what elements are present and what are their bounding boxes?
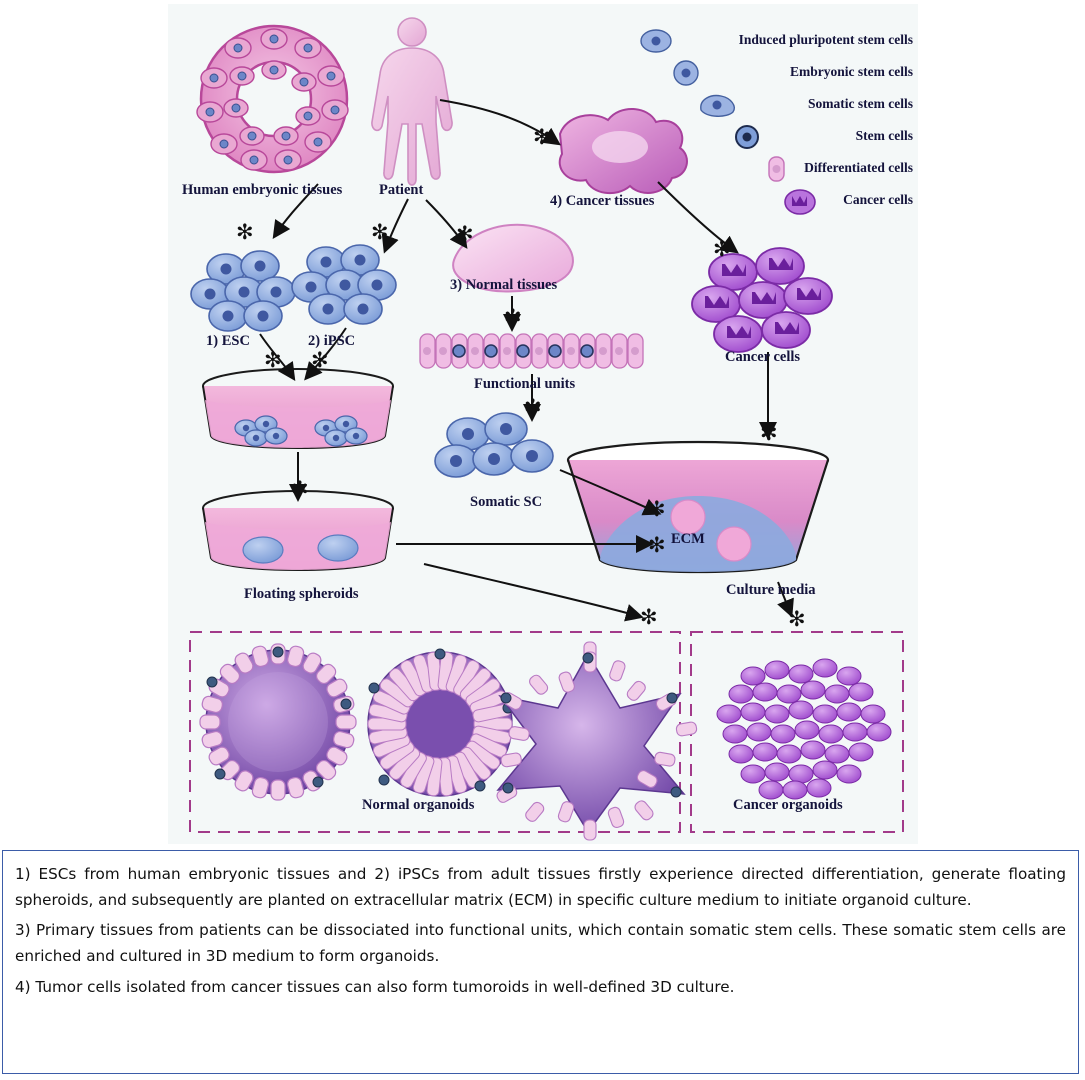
embryonic-stem-cells-icon — [671, 60, 705, 86]
label-cancer-cells: Cancer cells — [725, 349, 801, 365]
stem-cells-icon — [733, 124, 763, 150]
legend-item-ipsc — [623, 26, 913, 58]
differentiated-cells-icon — [763, 154, 789, 184]
legend-item-esc — [623, 58, 913, 90]
caption-paragraph-1: 1) ESCs from human embryonic tissues and 2) iPSCs from adult tissues firstly experience directed differentiation, generate floating spheroids, and subsequently are planted on extracellular matrix (ECM) in specific culture medium to initiate organoid culture. — [15, 865, 1066, 910]
legend-label: Stem cells — [855, 128, 913, 143]
svg-text:✻: ✻ — [648, 497, 666, 521]
esc-cell-cluster — [191, 251, 295, 331]
label-functional-units: Functional units — [474, 376, 576, 392]
legend-label: Cancer cells — [843, 192, 913, 207]
cancer-cells-cluster — [692, 248, 832, 352]
svg-text:✻: ✻ — [264, 348, 282, 372]
legend — [623, 26, 913, 218]
label-cancer-organoids: Cancer organoids — [733, 797, 843, 813]
patient-figure — [372, 18, 452, 185]
svg-text:✻: ✻ — [311, 348, 329, 372]
svg-text:✻: ✻ — [713, 237, 731, 261]
svg-text:✻: ✻ — [291, 477, 309, 501]
svg-text:✻: ✻ — [504, 305, 522, 329]
legend-item-cancer-cells — [623, 186, 913, 218]
svg-text:✻: ✻ — [371, 220, 389, 244]
legend-label: Induced pluripotent stem cells — [738, 32, 913, 47]
label-culture-media: Culture media — [726, 582, 816, 598]
svg-text:✻: ✻ — [524, 395, 542, 419]
organoid-budding-star — [495, 642, 697, 840]
human-embryonic-tissue-ring — [197, 26, 348, 172]
svg-text:✻: ✻ — [533, 125, 551, 149]
somatic-stem-cells-icon — [697, 92, 741, 118]
caption-paragraph-2: 3) Primary tissues from patients can be dissociated into functional units, which contain somatic stem cells. These somatic stem cells are enriched and cultured in 3D medium to form organoids. — [15, 921, 1066, 966]
legend-label: Differentiated cells — [804, 160, 913, 175]
cancer-cells-icon — [783, 188, 817, 216]
induced-pluripotent-stem-cells-icon — [639, 28, 673, 54]
svg-text:✻: ✻ — [640, 605, 658, 629]
svg-text:✻: ✻ — [456, 222, 474, 246]
label-esc: 1) ESC — [206, 333, 250, 349]
functional-units-strip — [420, 334, 643, 368]
legend-label: Embryonic stem cells — [790, 64, 913, 79]
label-ipsc: 2) iPSC — [308, 333, 356, 349]
caption-paragraph-3: 4) Tumor cells isolated from cancer tissues can also form tumoroids in well-defined 3D culture. — [15, 977, 735, 996]
culture-dish-spheroids — [203, 491, 393, 570]
culture-media-cone — [568, 442, 828, 572]
organoid-cystic — [200, 644, 356, 800]
label-normal-organoids: Normal organoids — [362, 797, 475, 813]
legend-label: Somatic stem cells — [808, 96, 913, 111]
culture-dish-upper — [203, 369, 393, 448]
organoid-dense-radial — [368, 649, 513, 796]
svg-text:✻: ✻ — [236, 220, 254, 244]
label-somatic-sc: Somatic SC — [470, 494, 543, 510]
legend-item-stem-cells — [623, 122, 913, 154]
label-patient: Patient — [379, 182, 424, 198]
somatic-sc-cluster — [435, 413, 553, 477]
legend-item-differentiated — [623, 154, 913, 186]
svg-text:✻: ✻ — [760, 421, 778, 445]
ipsc-cell-cluster — [292, 245, 396, 324]
svg-text:✻: ✻ — [788, 607, 806, 631]
label-ecm: ECM — [671, 531, 705, 547]
cancer-organoid-mass — [717, 659, 891, 799]
label-human-embryonic-tissues: Human embryonic tissues — [182, 182, 343, 198]
label-cancer-tissues: 4) Cancer tissues — [550, 193, 655, 209]
label-normal-tissues: 3) Normal tissues — [450, 277, 558, 293]
diagram-panel — [168, 4, 918, 844]
label-floating-spheroids: Floating spheroids — [244, 586, 359, 602]
svg-text:✻: ✻ — [648, 533, 666, 557]
figure-caption — [2, 850, 1079, 1074]
legend-item-somatic — [623, 90, 913, 122]
